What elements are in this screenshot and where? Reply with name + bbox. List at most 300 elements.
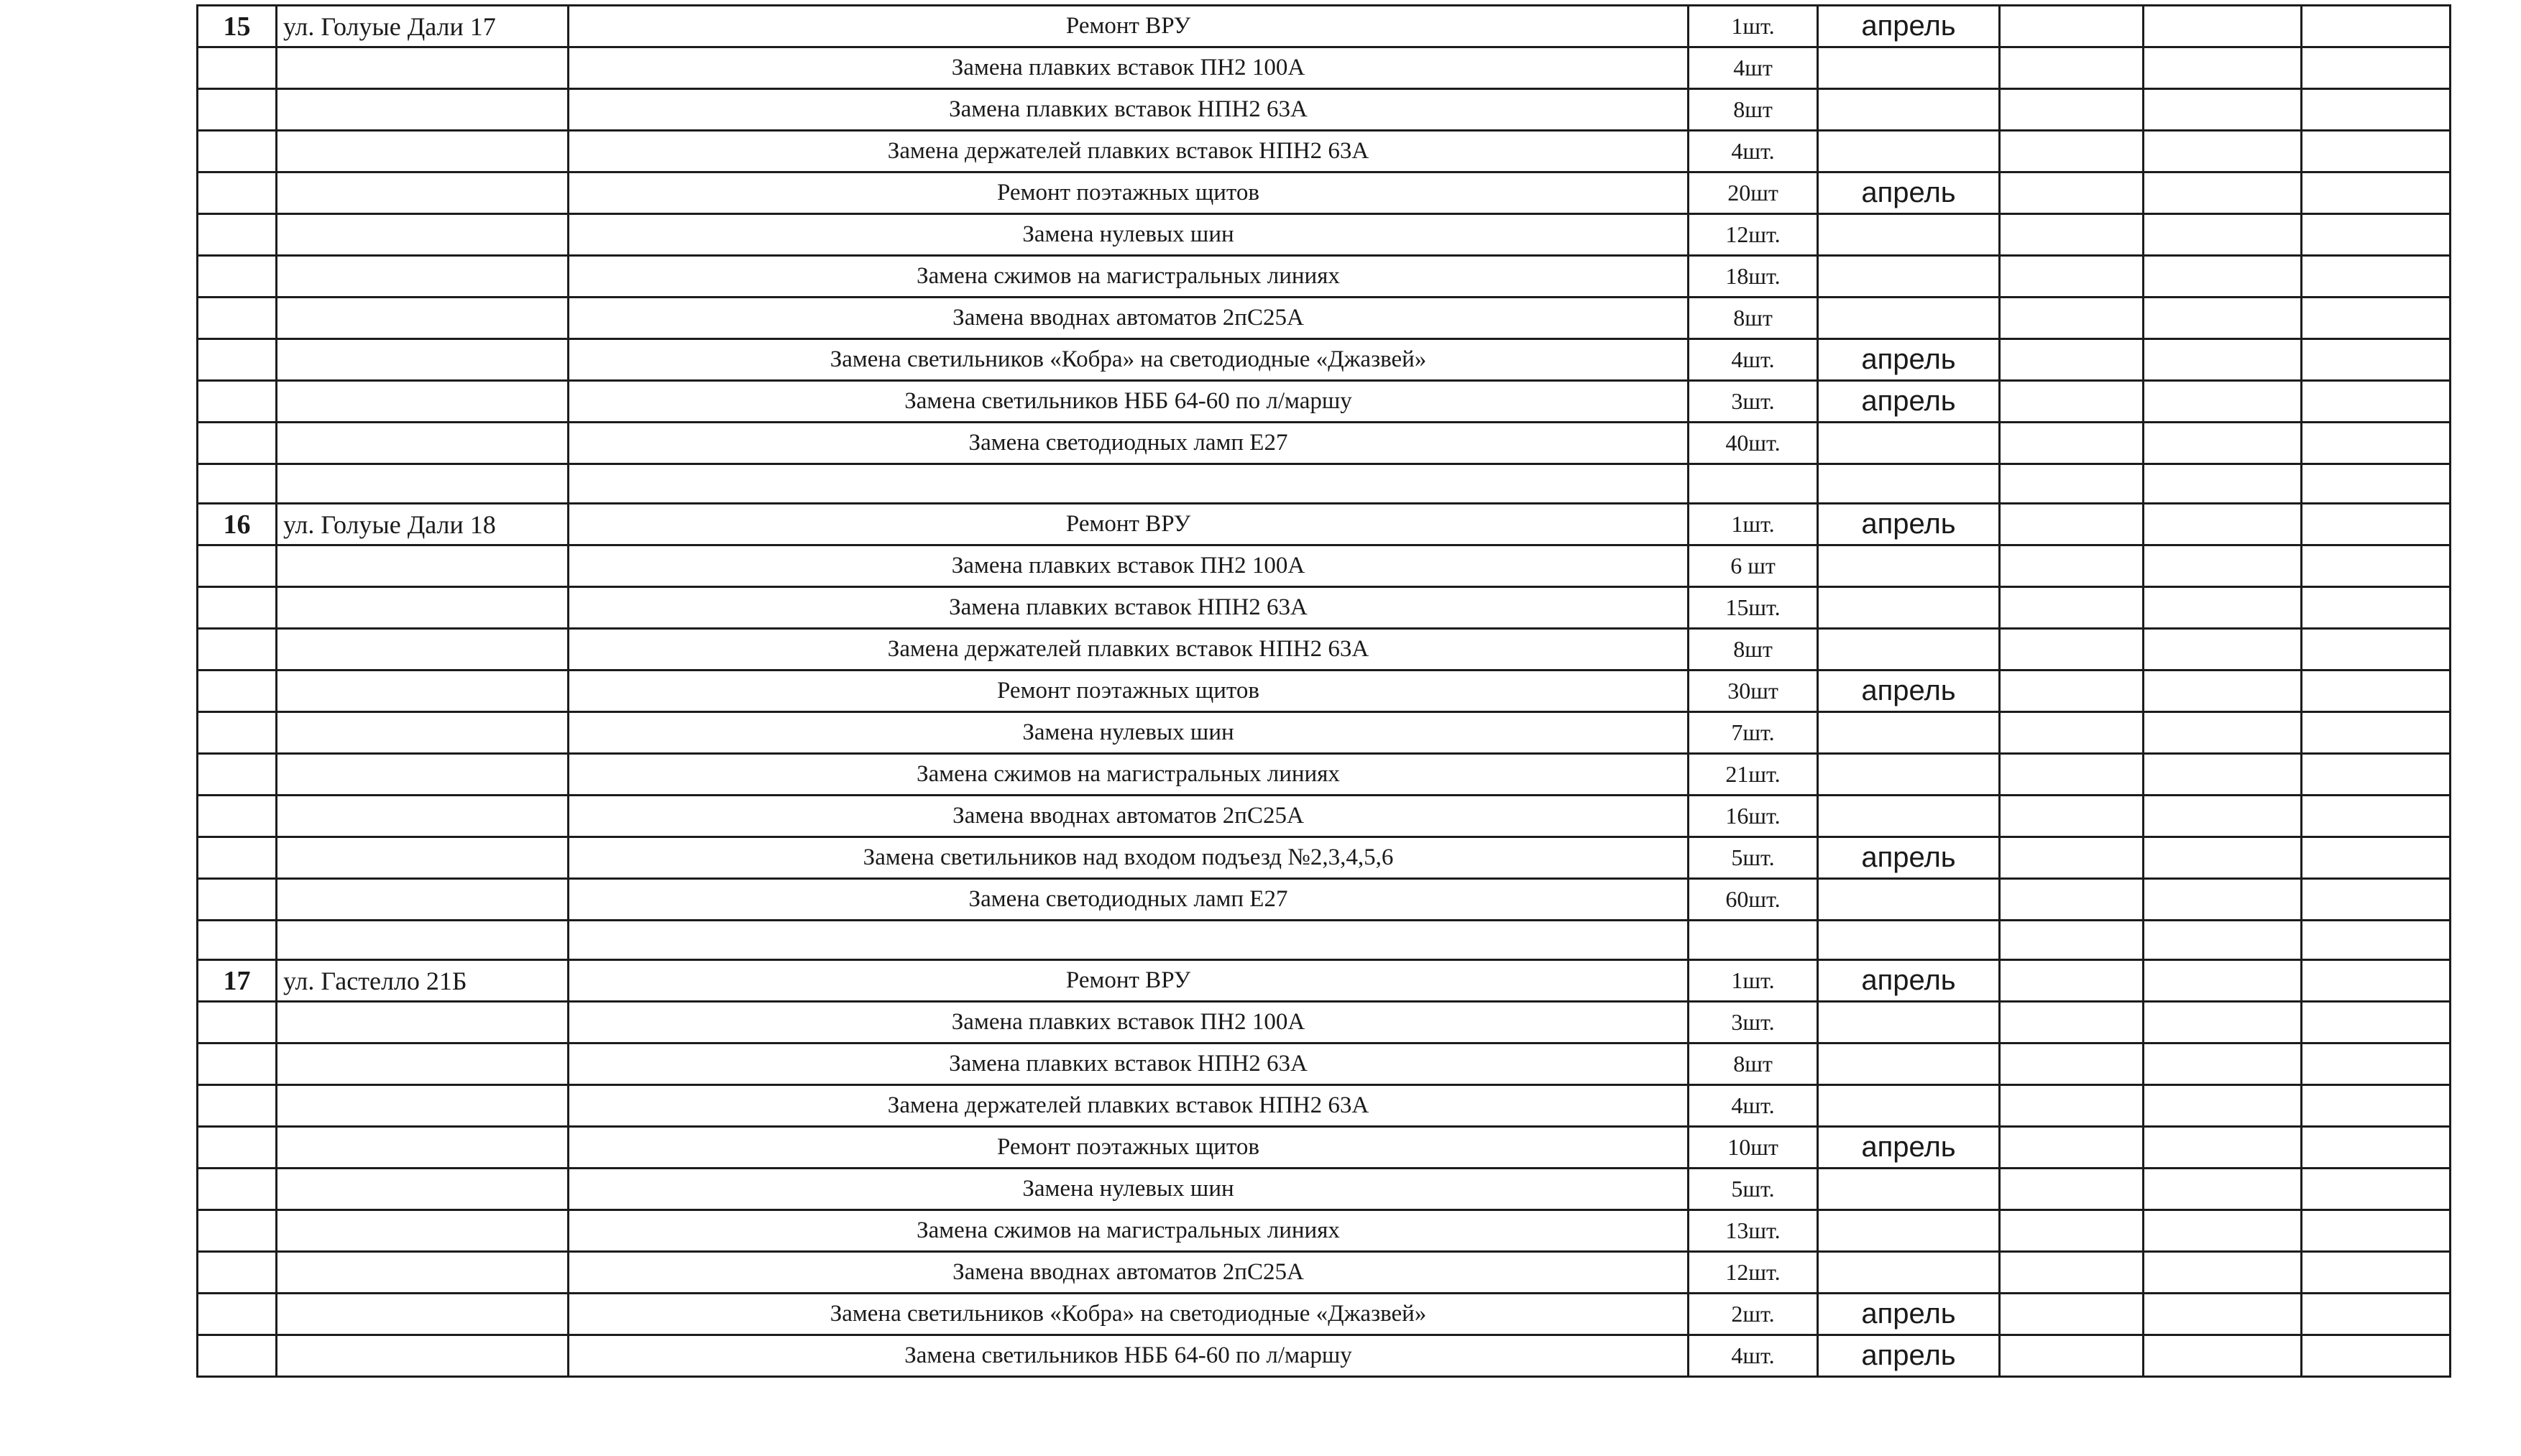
extra-cell-2 [2144, 1169, 2302, 1210]
extra-cell-2 [2144, 960, 2302, 1002]
extra-cell-1 [2000, 214, 2144, 256]
spacer-row [198, 921, 2451, 960]
extra-cell-3 [2302, 381, 2451, 423]
extra-cell-3 [2302, 423, 2451, 464]
empty-cell [277, 921, 569, 960]
address-cell [277, 837, 569, 879]
month-cell [1818, 47, 2000, 89]
address-cell [277, 671, 569, 712]
row-number-cell [198, 298, 277, 339]
work-description-cell: Замена светильников над входом подъезд №2,3,4,5,6 [569, 837, 1689, 879]
extra-cell-3 [2302, 172, 2451, 214]
month-cell [1818, 1002, 2000, 1043]
empty-cell [1689, 921, 1818, 960]
month-cell [1818, 423, 2000, 464]
address-cell [277, 214, 569, 256]
extra-cell-1 [2000, 1043, 2144, 1085]
month-cell: апрель [1818, 381, 2000, 423]
work-description-cell: Ремонт поэтажных щитов [569, 172, 1689, 214]
row-number-cell: 15 [198, 6, 277, 47]
table-row [198, 796, 2451, 837]
row-number-cell [198, 1127, 277, 1169]
address-cell [277, 1043, 569, 1085]
work-description-cell: Замена плавких вставок НПН2 63А [569, 89, 1689, 131]
table-row [198, 1085, 2451, 1127]
empty-cell [2000, 464, 2144, 504]
extra-cell-3 [2302, 1210, 2451, 1252]
table-body [198, 6, 2451, 1377]
table-row [198, 256, 2451, 298]
extra-cell-1 [2000, 89, 2144, 131]
address-cell [277, 545, 569, 587]
month-cell [1818, 796, 2000, 837]
month-cell [1818, 1043, 2000, 1085]
extra-cell-3 [2302, 960, 2451, 1002]
address-cell [277, 754, 569, 796]
month-cell: апрель [1818, 960, 2000, 1002]
extra-cell-3 [2302, 256, 2451, 298]
row-number-cell [198, 1252, 277, 1294]
quantity-cell: 40шт. [1689, 423, 1818, 464]
table-row [198, 381, 2451, 423]
table-row [198, 879, 2451, 921]
quantity-cell: 10шт [1689, 1127, 1818, 1169]
table-row [198, 754, 2451, 796]
work-description-cell: Замена светодиодных ламп Е27 [569, 423, 1689, 464]
extra-cell-2 [2144, 587, 2302, 629]
extra-cell-2 [2144, 256, 2302, 298]
empty-cell [2302, 921, 2451, 960]
quantity-cell: 21шт. [1689, 754, 1818, 796]
empty-cell [569, 464, 1689, 504]
table-row [198, 587, 2451, 629]
empty-cell [2000, 921, 2144, 960]
work-description-cell: Замена светодиодных ламп Е27 [569, 879, 1689, 921]
extra-cell-1 [2000, 1210, 2144, 1252]
table-row [198, 1002, 2451, 1043]
row-number-cell [198, 1085, 277, 1127]
month-cell: апрель [1818, 1127, 2000, 1169]
work-description-cell: Замена сжимов на магистральных линиях [569, 754, 1689, 796]
row-number-cell [198, 629, 277, 671]
address-cell [277, 587, 569, 629]
work-description-cell: Замена плавких вставок НПН2 63А [569, 1043, 1689, 1085]
quantity-cell: 4шт. [1689, 1085, 1818, 1127]
work-description-cell: Ремонт ВРУ [569, 960, 1689, 1002]
month-cell [1818, 712, 2000, 754]
month-cell: апрель [1818, 339, 2000, 381]
empty-cell [277, 464, 569, 504]
extra-cell-3 [2302, 1043, 2451, 1085]
table-row [198, 504, 2451, 545]
quantity-cell: 20шт [1689, 172, 1818, 214]
extra-cell-3 [2302, 1085, 2451, 1127]
row-number-cell [198, 837, 277, 879]
quantity-cell: 16шт. [1689, 796, 1818, 837]
extra-cell-1 [2000, 1335, 2144, 1377]
address-cell: ул. Гастелло 21Б [277, 960, 569, 1002]
table-row [198, 339, 2451, 381]
address-cell: ул. Голуые Дали 17 [277, 6, 569, 47]
month-cell [1818, 1252, 2000, 1294]
table-row [198, 629, 2451, 671]
quantity-cell: 2шт. [1689, 1294, 1818, 1335]
work-description-cell: Замена держателей плавких вставок НПН2 63А [569, 1085, 1689, 1127]
extra-cell-3 [2302, 545, 2451, 587]
month-cell [1818, 256, 2000, 298]
extra-cell-2 [2144, 1210, 2302, 1252]
extra-cell-3 [2302, 504, 2451, 545]
extra-cell-2 [2144, 1127, 2302, 1169]
work-description-cell: Ремонт ВРУ [569, 504, 1689, 545]
month-cell [1818, 545, 2000, 587]
extra-cell-1 [2000, 6, 2144, 47]
empty-cell [2144, 464, 2302, 504]
extra-cell-2 [2144, 423, 2302, 464]
work-description-cell: Замена нулевых шин [569, 1169, 1689, 1210]
extra-cell-1 [2000, 131, 2144, 172]
table-row [198, 671, 2451, 712]
address-cell [277, 1210, 569, 1252]
work-description-cell: Замена светильников НББ 64-60 по л/маршу [569, 1335, 1689, 1377]
table-row [198, 47, 2451, 89]
extra-cell-3 [2302, 587, 2451, 629]
address-cell [277, 879, 569, 921]
address-cell [277, 381, 569, 423]
empty-cell [1818, 464, 2000, 504]
address-cell [277, 298, 569, 339]
work-description-cell: Замена сжимов на магистральных линиях [569, 256, 1689, 298]
extra-cell-2 [2144, 89, 2302, 131]
table-row [198, 1210, 2451, 1252]
work-description-cell: Замена плавких вставок ПН2 100А [569, 1002, 1689, 1043]
month-cell [1818, 1085, 2000, 1127]
month-cell [1818, 879, 2000, 921]
extra-cell-1 [2000, 879, 2144, 921]
row-number-cell [198, 712, 277, 754]
table-row [198, 423, 2451, 464]
extra-cell-1 [2000, 47, 2144, 89]
extra-cell-2 [2144, 1335, 2302, 1377]
quantity-cell: 15шт. [1689, 587, 1818, 629]
extra-cell-3 [2302, 214, 2451, 256]
address-cell [277, 1169, 569, 1210]
empty-cell [1818, 921, 2000, 960]
month-cell: апрель [1818, 1335, 2000, 1377]
row-number-cell [198, 381, 277, 423]
table-row [198, 298, 2451, 339]
extra-cell-3 [2302, 1294, 2451, 1335]
quantity-cell: 1шт. [1689, 504, 1818, 545]
table-row [198, 545, 2451, 587]
extra-cell-2 [2144, 545, 2302, 587]
address-cell [277, 172, 569, 214]
extra-cell-1 [2000, 1294, 2144, 1335]
month-cell [1818, 1169, 2000, 1210]
row-number-cell [198, 214, 277, 256]
quantity-cell: 18шт. [1689, 256, 1818, 298]
address-cell [277, 47, 569, 89]
empty-cell [569, 921, 1689, 960]
row-number-cell [198, 545, 277, 587]
extra-cell-2 [2144, 754, 2302, 796]
row-number-cell: 16 [198, 504, 277, 545]
work-schedule-sheet [196, 4, 2449, 1378]
extra-cell-3 [2302, 1127, 2451, 1169]
extra-cell-2 [2144, 837, 2302, 879]
table-row [198, 131, 2451, 172]
address-cell [277, 629, 569, 671]
address-cell: ул. Голуые Дали 18 [277, 504, 569, 545]
month-cell [1818, 754, 2000, 796]
extra-cell-3 [2302, 298, 2451, 339]
work-description-cell: Замена нулевых шин [569, 712, 1689, 754]
address-cell [277, 256, 569, 298]
address-cell [277, 1252, 569, 1294]
row-number-cell [198, 1335, 277, 1377]
extra-cell-1 [2000, 504, 2144, 545]
extra-cell-2 [2144, 671, 2302, 712]
work-description-cell: Замена держателей плавких вставок НПН2 63А [569, 131, 1689, 172]
table-row [198, 837, 2451, 879]
work-description-cell: Замена плавких вставок ПН2 100А [569, 545, 1689, 587]
extra-cell-2 [2144, 712, 2302, 754]
extra-cell-1 [2000, 1085, 2144, 1127]
extra-cell-3 [2302, 754, 2451, 796]
work-description-cell: Замена нулевых шин [569, 214, 1689, 256]
quantity-cell: 1шт. [1689, 6, 1818, 47]
address-cell [277, 796, 569, 837]
work-description-cell: Ремонт поэтажных щитов [569, 1127, 1689, 1169]
month-cell: апрель [1818, 504, 2000, 545]
extra-cell-3 [2302, 1252, 2451, 1294]
extra-cell-3 [2302, 339, 2451, 381]
table-row [198, 6, 2451, 47]
work-description-cell: Замена вводнах автоматов 2пС25А [569, 796, 1689, 837]
quantity-cell: 4шт. [1689, 339, 1818, 381]
month-cell [1818, 89, 2000, 131]
extra-cell-2 [2144, 298, 2302, 339]
work-description-cell: Замена вводнах автоматов 2пС25А [569, 1252, 1689, 1294]
extra-cell-2 [2144, 1043, 2302, 1085]
extra-cell-2 [2144, 6, 2302, 47]
row-number-cell [198, 754, 277, 796]
extra-cell-2 [2144, 1002, 2302, 1043]
extra-cell-1 [2000, 587, 2144, 629]
month-cell: апрель [1818, 671, 2000, 712]
quantity-cell: 8шт [1689, 89, 1818, 131]
table-row [198, 1294, 2451, 1335]
row-number-cell [198, 339, 277, 381]
extra-cell-1 [2000, 1252, 2144, 1294]
row-number-cell [198, 172, 277, 214]
row-number-cell [198, 671, 277, 712]
extra-cell-1 [2000, 298, 2144, 339]
address-cell [277, 339, 569, 381]
extra-cell-2 [2144, 172, 2302, 214]
extra-cell-3 [2302, 1169, 2451, 1210]
extra-cell-3 [2302, 629, 2451, 671]
extra-cell-1 [2000, 712, 2144, 754]
work-description-cell: Замена светильников НББ 64-60 по л/маршу [569, 381, 1689, 423]
extra-cell-3 [2302, 712, 2451, 754]
quantity-cell: 6 шт [1689, 545, 1818, 587]
quantity-cell: 8шт [1689, 1043, 1818, 1085]
table-row [198, 89, 2451, 131]
month-cell: апрель [1818, 1294, 2000, 1335]
address-cell [277, 423, 569, 464]
work-description-cell: Замена светильников «Кобра» на светодиодные «Джазвей» [569, 1294, 1689, 1335]
extra-cell-3 [2302, 89, 2451, 131]
month-cell: апрель [1818, 172, 2000, 214]
quantity-cell: 3шт. [1689, 1002, 1818, 1043]
extra-cell-2 [2144, 214, 2302, 256]
extra-cell-3 [2302, 879, 2451, 921]
quantity-cell: 7шт. [1689, 712, 1818, 754]
quantity-cell: 3шт. [1689, 381, 1818, 423]
work-description-cell: Замена светильников «Кобра» на светодиодные «Джазвей» [569, 339, 1689, 381]
extra-cell-1 [2000, 545, 2144, 587]
extra-cell-2 [2144, 47, 2302, 89]
work-description-cell: Замена сжимов на магистральных линиях [569, 1210, 1689, 1252]
table-row [198, 960, 2451, 1002]
extra-cell-2 [2144, 504, 2302, 545]
address-cell [277, 1002, 569, 1043]
extra-cell-3 [2302, 131, 2451, 172]
row-number-cell [198, 131, 277, 172]
row-number-cell [198, 879, 277, 921]
work-description-cell: Ремонт ВРУ [569, 6, 1689, 47]
extra-cell-1 [2000, 629, 2144, 671]
work-description-cell: Ремонт поэтажных щитов [569, 671, 1689, 712]
row-number-cell [198, 796, 277, 837]
extra-cell-3 [2302, 796, 2451, 837]
extra-cell-2 [2144, 1252, 2302, 1294]
extra-cell-3 [2302, 1335, 2451, 1377]
extra-cell-2 [2144, 381, 2302, 423]
extra-cell-1 [2000, 1002, 2144, 1043]
extra-cell-1 [2000, 754, 2144, 796]
extra-cell-3 [2302, 837, 2451, 879]
row-number-cell [198, 423, 277, 464]
quantity-cell: 30шт [1689, 671, 1818, 712]
row-number-cell [198, 1169, 277, 1210]
row-number-cell [198, 47, 277, 89]
work-description-cell: Замена вводнах автоматов 2пС25А [569, 298, 1689, 339]
extra-cell-2 [2144, 796, 2302, 837]
address-cell [277, 89, 569, 131]
address-cell [277, 1085, 569, 1127]
empty-cell [198, 464, 277, 504]
row-number-cell [198, 1210, 277, 1252]
empty-cell [2302, 464, 2451, 504]
address-cell [277, 1294, 569, 1335]
month-cell [1818, 1210, 2000, 1252]
row-number-cell [198, 1043, 277, 1085]
table-row [198, 1252, 2451, 1294]
extra-cell-2 [2144, 339, 2302, 381]
extra-cell-1 [2000, 172, 2144, 214]
row-number-cell [198, 1294, 277, 1335]
quantity-cell: 8шт [1689, 629, 1818, 671]
address-cell [277, 1127, 569, 1169]
extra-cell-3 [2302, 47, 2451, 89]
quantity-cell: 60шт. [1689, 879, 1818, 921]
empty-cell [1689, 464, 1818, 504]
address-cell [277, 1335, 569, 1377]
quantity-cell: 12шт. [1689, 214, 1818, 256]
quantity-cell: 13шт. [1689, 1210, 1818, 1252]
extra-cell-1 [2000, 256, 2144, 298]
extra-cell-1 [2000, 671, 2144, 712]
extra-cell-1 [2000, 960, 2144, 1002]
table-row [198, 172, 2451, 214]
extra-cell-2 [2144, 1085, 2302, 1127]
spacer-row [198, 464, 2451, 504]
quantity-cell: 12шт. [1689, 1252, 1818, 1294]
month-cell [1818, 214, 2000, 256]
month-cell [1818, 587, 2000, 629]
table-row [198, 1043, 2451, 1085]
extra-cell-1 [2000, 796, 2144, 837]
row-number-cell [198, 89, 277, 131]
extra-cell-2 [2144, 131, 2302, 172]
extra-cell-1 [2000, 423, 2144, 464]
work-description-cell: Замена плавких вставок ПН2 100А [569, 47, 1689, 89]
work-description-cell: Замена держателей плавких вставок НПН2 63А [569, 629, 1689, 671]
month-cell [1818, 131, 2000, 172]
extra-cell-1 [2000, 1169, 2144, 1210]
work-schedule-table [196, 4, 2451, 1378]
extra-cell-3 [2302, 671, 2451, 712]
empty-cell [2144, 921, 2302, 960]
extra-cell-2 [2144, 629, 2302, 671]
row-number-cell [198, 256, 277, 298]
address-cell [277, 131, 569, 172]
row-number-cell [198, 1002, 277, 1043]
table-row [198, 1169, 2451, 1210]
month-cell: апрель [1818, 6, 2000, 47]
quantity-cell: 4шт. [1689, 1335, 1818, 1377]
table-row [198, 214, 2451, 256]
extra-cell-3 [2302, 1002, 2451, 1043]
row-number-cell: 17 [198, 960, 277, 1002]
work-description-cell: Замена плавких вставок НПН2 63А [569, 587, 1689, 629]
quantity-cell: 5шт. [1689, 837, 1818, 879]
row-number-cell [198, 587, 277, 629]
extra-cell-2 [2144, 879, 2302, 921]
extra-cell-1 [2000, 381, 2144, 423]
empty-cell [198, 921, 277, 960]
extra-cell-1 [2000, 1127, 2144, 1169]
table-row [198, 1127, 2451, 1169]
month-cell [1818, 629, 2000, 671]
extra-cell-3 [2302, 6, 2451, 47]
month-cell [1818, 298, 2000, 339]
address-cell [277, 712, 569, 754]
table-row [198, 1335, 2451, 1377]
extra-cell-1 [2000, 339, 2144, 381]
quantity-cell: 4шт [1689, 47, 1818, 89]
quantity-cell: 8шт [1689, 298, 1818, 339]
table-row [198, 712, 2451, 754]
quantity-cell: 4шт. [1689, 131, 1818, 172]
quantity-cell: 5шт. [1689, 1169, 1818, 1210]
quantity-cell: 1шт. [1689, 960, 1818, 1002]
month-cell: апрель [1818, 837, 2000, 879]
extra-cell-1 [2000, 837, 2144, 879]
extra-cell-2 [2144, 1294, 2302, 1335]
